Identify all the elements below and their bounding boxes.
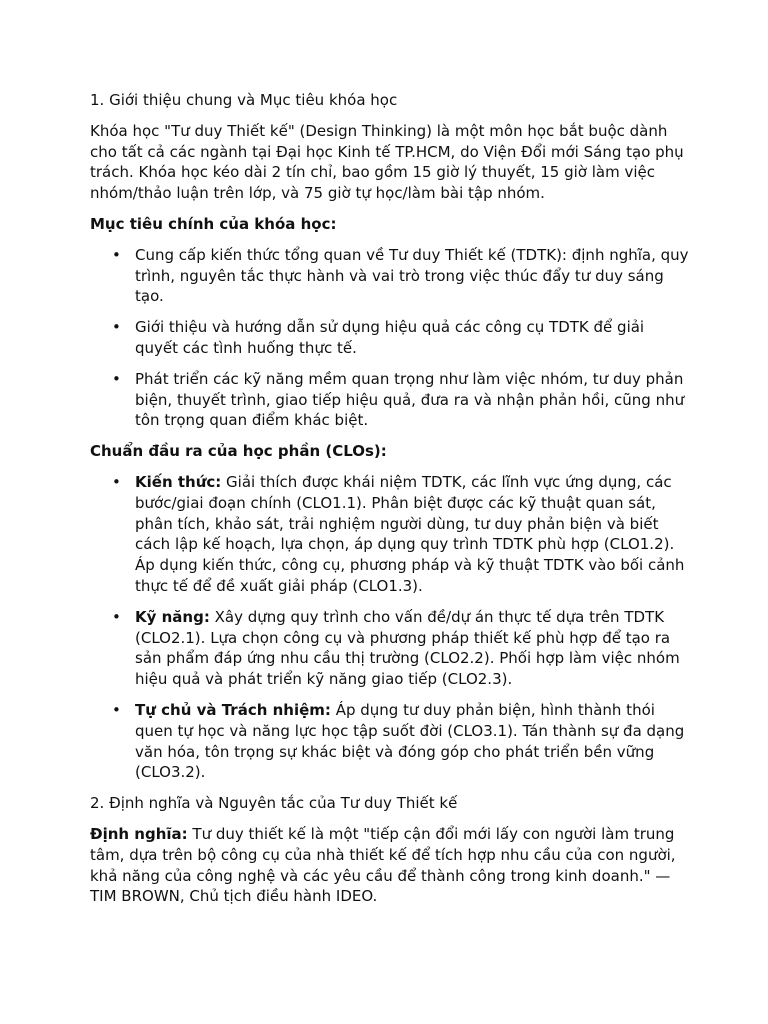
- section1-intro: Khóa học "Tư duy Thiết kế" (Design Thinking) là một môn học bắt buộc dành cho tất cả các ngành tại Đại học Kinh tế TP.HCM, do Viện Đổi mới Sáng tạo phụ trách. Khóa học kéo dài 2 tín chỉ, bao gồm 15 giờ lý thuyết, 15 giờ làm việc nhóm/thảo luận trên lớp, và 75 giờ tự học/làm bài tập nhóm.: [90, 121, 684, 203]
- list-item: [112, 245, 690, 307]
- objective-text: Cung cấp kiến thức tổng quan về Tư duy Thiết kế (TDTK): định nghĩa, quy trình, nguyên tắc thực hành và vai trò trong việc thúc đẩy tư duy sáng tạo.: [135, 245, 689, 306]
- objectives-title: Mục tiêu chính của khóa học:: [90, 214, 337, 233]
- list-item: [112, 607, 690, 690]
- clo-list: [90, 472, 690, 783]
- clo-text: Giải thích được khái niệm TDTK, các lĩnh vực ứng dụng, các bước/giai đoạn chính (CLO1.1). Phân biệt được các kỹ thuật quan sát, phân tích, khảo sát, trải nghiệm người dùng, tư duy phản biện và biết cách lập kế hoạch, lựa chọn, áp dụng quy trình TDTK phù hợp (CLO1.2). Áp dụng kiến thức, công cụ, phương pháp và kỹ thuật TDTK vào bối cảnh thực tế để đề xuất giải pháp (CLO1.3).: [135, 472, 685, 595]
- section1-heading: 1. Giới thiệu chung và Mục tiêu khóa học: [90, 91, 398, 109]
- definition-label: Định nghĩa:: [90, 824, 188, 843]
- definition-paragraph: [90, 824, 690, 907]
- clo-text: Xây dựng quy trình cho vấn đề/dự án thực tế dựa trên TDTK (CLO2.1). Lựa chọn công cụ và phương pháp thiết kế phù hợp để tạo ra sản phẩm đáp ứng nhu cầu thị trường (CLO2.2). Phối hợp làm việc nhóm hiệu quả và phát triển kỹ năng giao tiếp (CLO2.3).: [135, 607, 680, 689]
- objectives-list: [90, 245, 690, 431]
- clo-label: Kiến thức:: [135, 472, 222, 491]
- section2-heading: 2. Định nghĩa và Nguyên tắc của Tư duy Thiết kế: [90, 794, 458, 813]
- list-item: [112, 369, 690, 431]
- bullet-icon: •: [112, 700, 121, 719]
- bullet-icon: •: [112, 318, 121, 337]
- clo-label: Kỹ năng:: [135, 607, 210, 626]
- list-item: [112, 700, 690, 783]
- objective-text: Giới thiệu và hướng dẫn sử dụng hiệu quả các công cụ TDTK để giải quyết các tình huống thực tế.: [135, 318, 645, 357]
- definition-text: Tư duy thiết kế là một "tiếp cận đổi mới lấy con người làm trung tâm, dựa trên bộ công cụ của nhà thiết kế để tích hợp nhu cầu của con người, khả năng của công nghệ và các yêu cầu để thành công trong kinh doanh." —TIM BROWN, Chủ tịch điều hành IDEO.: [90, 824, 676, 906]
- document-page: [90, 90, 690, 917]
- clo-label: Tự chủ và Trách nhiệm:: [135, 700, 331, 719]
- bullet-icon: •: [112, 472, 121, 491]
- bullet-icon: •: [112, 245, 121, 264]
- list-item: [112, 317, 690, 359]
- objective-text: Phát triển các kỹ năng mềm quan trọng như làm việc nhóm, tư duy phản biện, thuyết trình, giao tiếp hiệu quả, đưa ra và nhận phản hồi, cũng như tôn trọng quan điểm khác biệt.: [135, 369, 685, 430]
- list-item: [112, 472, 690, 597]
- bullet-icon: •: [112, 607, 121, 626]
- clo-title: Chuẩn đầu ra của học phần (CLOs):: [90, 442, 387, 461]
- clo-text: Áp dụng tư duy phản biện, hình thành thói quen tự học và năng lực học tập suốt đời (CLO3.1). Tán thành sự đa dạng văn hóa, tôn trọng sự khác biệt và đóng góp cho phát triển bền vững (CLO3.2).: [135, 700, 685, 782]
- bullet-icon: •: [112, 369, 121, 388]
